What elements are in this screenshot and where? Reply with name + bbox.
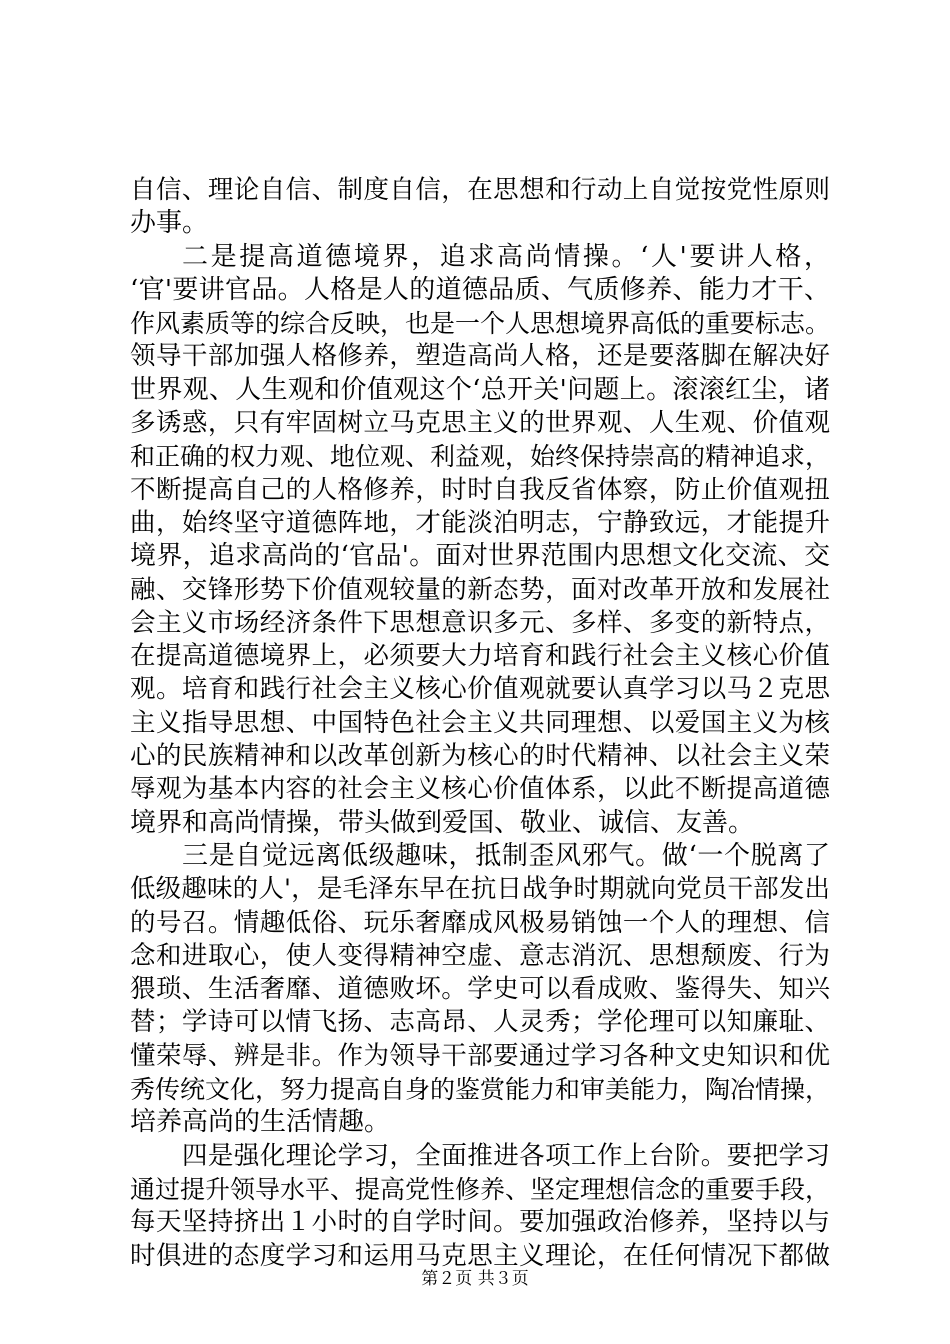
text-line: 融、交锋形势下价值观较量的新态势，面对改革开放和发展社 <box>130 574 830 605</box>
text-line: ‘官'要讲官品。人格是人的道德品质、气质修养、能力才干、 <box>130 274 830 305</box>
text-line: 猥琐、生活奢靡、道德败坏。学史可以看成败、鉴得失、知兴 <box>130 974 830 1005</box>
text-line: 在提高道德境界上，必须要大力培育和践行社会主义核心价值 <box>130 641 830 672</box>
text-line: 世界观、人生观和价值观这个‘总开关'问题上。滚滚红尘，诸 <box>130 374 830 405</box>
text-line: 懂荣辱、辨是非。作为领导干部要通过学习各种文史知识和优 <box>130 1040 830 1071</box>
paragraph-start-line: 二是提高道德境界，追求高尚情操。‘人'要讲人格， <box>182 241 830 272</box>
text-line: 替；学诗可以情飞扬、志高昂、人灵秀；学伦理可以知廉耻、 <box>130 1007 830 1038</box>
paragraph-start-line: 三是自觉远离低级趣味，抵制歪风邪气。做‘一个脱离了 <box>182 840 830 871</box>
text-line: 境界，追求高尚的‘官品'。面对世界范围内思想文化交流、交 <box>130 541 830 572</box>
page-number-footer: 第２页 共３页 <box>421 1269 529 1289</box>
text-line: 秀传统文化，努力提高自身的鉴赏能力和审美能力，陶冶情操， <box>130 1075 831 1105</box>
text-line: 多诱惑，只有牢固树立马克思主义的世界观、人生观、价值观 <box>130 408 830 439</box>
text-line: 辱观为基本内容的社会主义核心价值体系，以此不断提高道德 <box>130 774 830 805</box>
text-line: 主义指导思想、中国特色社会主义共同理想、以爱国主义为核 <box>130 707 830 738</box>
text-line: 观。培育和践行社会主义核心价值观就要认真学习以马２克思 <box>130 674 830 705</box>
text-line: 每天坚持挤出１小时的自学时间。要加强政治修养，坚持以与 <box>130 1207 830 1238</box>
text-line: 的号召。情趣低俗、玩乐奢靡成风极易销蚀一个人的理想、信 <box>130 907 830 938</box>
text-line: 曲，始终坚守道德阵地，才能淡泊明志，宁静致远，才能提升 <box>130 507 830 538</box>
paragraph-start-line: 四是强化理论学习，全面推进各项工作上台阶。要把学习 <box>182 1140 830 1171</box>
text-line: 培养高尚的生活情趣。 <box>130 1107 391 1138</box>
text-line: 和正确的权力观、地位观、利益观，始终保持崇高的精神追求， <box>130 442 831 472</box>
text-line: 作风素质等的综合反映，也是一个人思想境界高低的重要标志。 <box>130 309 831 339</box>
text-line: 境界和高尚情操，带头做到爱国、敬业、诚信、友善。 <box>130 807 755 838</box>
text-line: 不断提高自己的人格修养，时时自我反省体察，防止价值观扭 <box>130 474 830 505</box>
body-text <box>130 174 830 1273</box>
text-line: 办事。 <box>130 208 209 239</box>
text-line: 领导干部加强人格修养，塑造高尚人格，还是要落脚在解决好 <box>130 341 830 372</box>
text-line: 低级趣味的人'，是毛泽东早在抗日战争时期就向党员干部发出 <box>130 874 830 905</box>
text-line: 时俱进的态度学习和运用马克思主义理论，在任何情况下都做 <box>130 1240 830 1271</box>
text-line: 通过提升领导水平、提高党性修养、坚定理想信念的重要手段， <box>130 1174 831 1204</box>
text-line: 自信、理论自信、制度自信，在思想和行动上自觉按党性原则 <box>130 175 830 205</box>
text-line: 心的民族精神和以改革创新为核心的时代精神、以社会主义荣 <box>130 741 830 772</box>
text-line: 会主义市场经济条件下思想意识多元、多样、多变的新特点， <box>130 607 830 638</box>
text-line: 念和进取心，使人变得精神空虚、意志消沉、思想颓废、行为 <box>130 940 830 971</box>
